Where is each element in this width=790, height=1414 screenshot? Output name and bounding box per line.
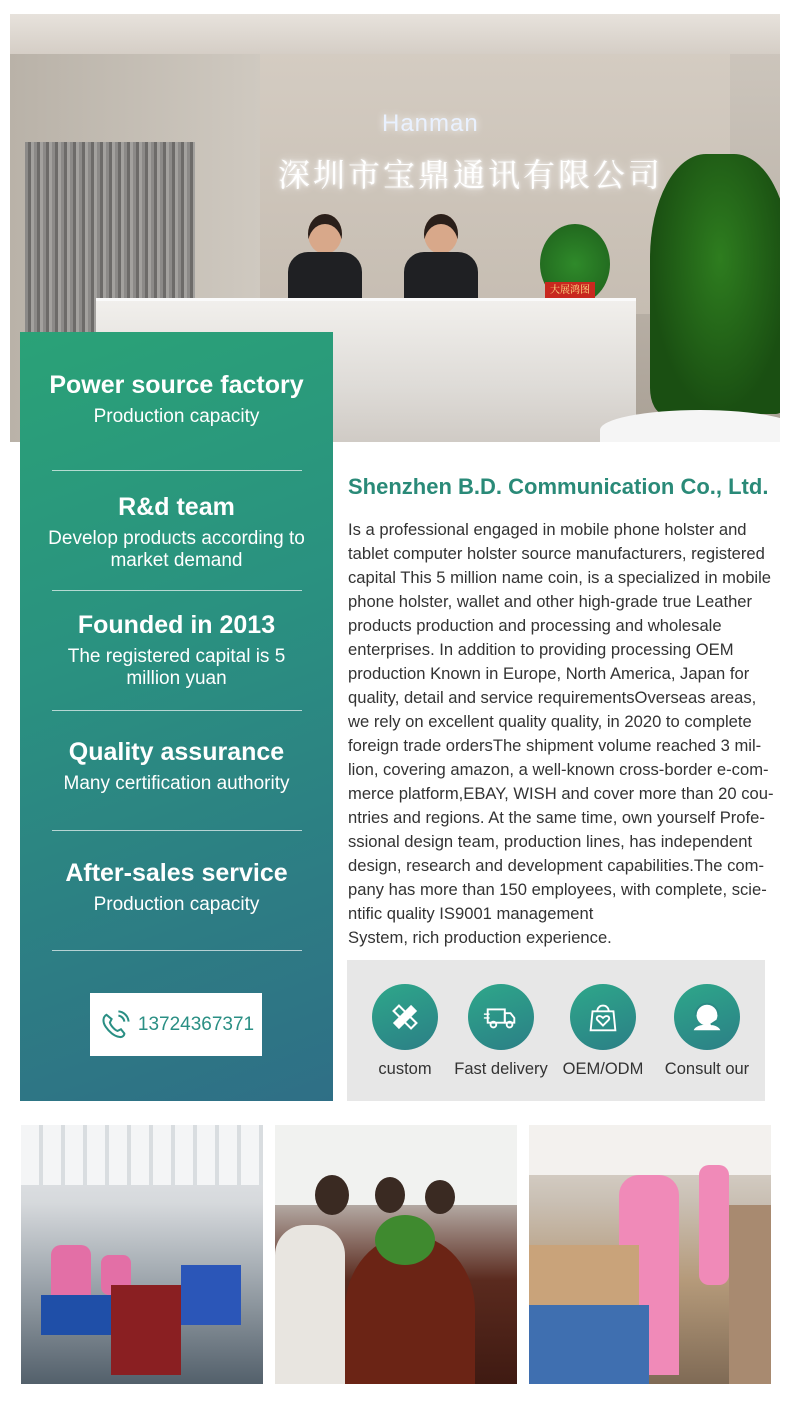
feature-label: custom [378,1060,432,1078]
panel-block-subtitle: The registered capital is 5 million yuan [67,646,286,689]
company-description-end: System, rich production experience. [348,928,612,947]
panel-block-subtitle: Production capacity [93,406,260,427]
panel-block-founded [20,610,333,690]
panel-divider [52,830,302,831]
headset-icon [688,998,726,1036]
cutting-workshop-photo [529,1125,771,1384]
feature-oem-odm[interactable] [553,984,653,1079]
phone-icon [98,1008,132,1042]
feature-label: OEM/ODM [562,1060,644,1078]
feature-consult[interactable] [657,984,757,1079]
company-description-body: Is a professional engaged in mobile phone holster and tablet computer holster source manufacturers, registered capital This 5 million name coin, is a specialized in mobile phone holster, wallet and other high-grade true Leather products production and processing and wholesale enterprises. In addition to providing processing OEM production Known in Europe, North America, Japan for quality, detail and service requirementsOverseas areas, we rely on excellent quality quality, in 2020 to complete foreign trade ordersThe shipment volume reached 3 mil-lion, covering amazon, a well-known cross-border e-com-merce platform,EBAY, WISH and cover more than 20 cou-ntries and regions. At the same time, own yourself Profe-ssional design team, production lines, has independent design, research and development capabilities.The com-pany has more than 150 employees, with complete, scie-ntific quality IS9001 management [348,520,774,923]
truck-icon [482,998,520,1036]
feature-icon-circle [674,984,740,1050]
info-panel [20,332,333,1101]
factory-workshop-photo [21,1125,263,1384]
panel-block-after-sales [20,858,333,916]
panel-divider [52,470,302,471]
panel-block-title: Quality assurance [68,738,285,766]
hero-logo-chinese: 深圳市宝鼎通讯有限公司 [278,156,664,194]
panel-block-subtitle: Production capacity [93,894,260,915]
company-name: Shenzhen B.D. Communication Co., Ltd. [348,474,769,499]
feature-custom[interactable] [355,984,455,1079]
phone-number: 13724367371 [137,1013,255,1035]
phone-contact-button[interactable] [90,993,262,1056]
feature-icon-circle [372,984,438,1050]
bag-heart-icon [584,998,622,1036]
receptionist-right [402,214,480,304]
hero-logo-english: Hanman [382,110,479,137]
company-description [348,518,780,950]
panel-block-title: After-sales service [65,859,288,887]
panel-block-quality [20,737,333,795]
panel-divider [52,710,302,711]
ruler-pencil-icon [386,998,424,1036]
hero-ceiling [10,14,780,54]
panel-divider [52,590,302,591]
panel-block-title: Power source factory [49,371,304,399]
feature-label: Fast delivery [454,1060,548,1078]
features-box [347,960,765,1101]
panel-block-title: R&d team [118,493,235,521]
panel-block-subtitle: Many certification authority [63,773,290,794]
panel-block-subtitle: Develop products according to market demand [48,528,305,571]
hero-plant-right [650,154,780,414]
hero-red-sign-text: 大展鸿图 [550,285,590,296]
receptionist-left [286,214,364,304]
feature-label: Consult our [664,1060,750,1078]
feature-icon-circle [468,984,534,1050]
feature-fast-delivery[interactable] [451,984,551,1079]
panel-block-factory [20,370,333,428]
panel-divider [52,950,302,951]
panel-block-rd-team [20,492,333,572]
meeting-room-photo [275,1125,517,1384]
feature-icon-circle [570,984,636,1050]
panel-block-title: Founded in 2013 [77,611,276,639]
